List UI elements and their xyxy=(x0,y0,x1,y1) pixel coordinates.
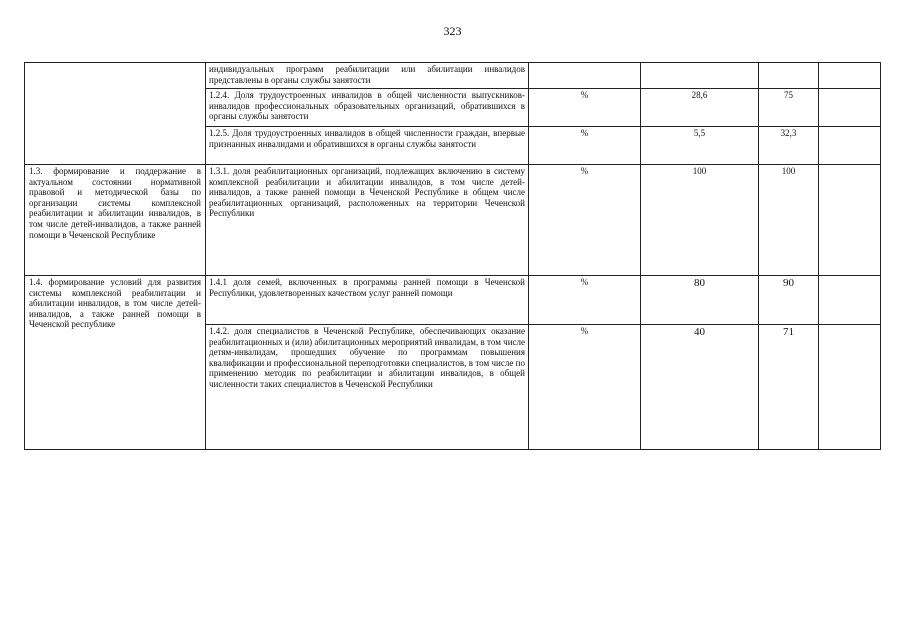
value-b-cell: 32,3 xyxy=(759,127,819,165)
value-a-cell: 28,6 xyxy=(641,89,759,127)
extra-cell xyxy=(819,89,881,127)
goal-cell: 1.3. формирование и поддержание в актуальном состоянии нормативной правовой и методической базы по организации системы комплексной реабилитации и абилитации инвалидов, в том числе детей-инвалидов, а также ранней помощи в Чеченской Республике xyxy=(25,165,206,276)
value-a-cell: 40 xyxy=(641,325,759,450)
value-b-cell xyxy=(759,63,819,89)
extra-cell xyxy=(819,127,881,165)
value-b-cell: 75 xyxy=(759,89,819,127)
indicators-table xyxy=(24,62,881,450)
indicator-cell: индивидуальных программ реабилитации или абилитации инвалидов представлены в органы службы занятости xyxy=(206,63,529,89)
goal-cell xyxy=(25,63,206,165)
extra-cell xyxy=(819,165,881,276)
unit-cell: % xyxy=(529,165,641,276)
page-number: 323 xyxy=(443,24,462,38)
unit-cell: % xyxy=(529,127,641,165)
goal-cell: 1.4. формирование условий для развития системы комплексной реабилитации и абилитации инвалидов, в том числе детей-инвалидов, а также ранней помощи в Чеченской республике xyxy=(25,276,206,450)
indicator-cell: 1.2.4. Доля трудоустроенных инвалидов в общей численности выпускников-инвалидов профессиональных образовательных организаций, обратившихся в органы службы занятости xyxy=(206,89,529,127)
unit-cell: % xyxy=(529,276,641,325)
unit-cell: % xyxy=(529,325,641,450)
indicator-cell: 1.3.1. доля реабилитационных организаций, подлежащих включению в систему комплексной реабилитации и абилитации инвалидов, в том числе детей-инвалидов, а также ранней помощи в Чеченской Республике в общем числе реабилитационных организаций, расположенных на территории Чеченской Республики xyxy=(206,165,529,276)
value-a-cell xyxy=(641,63,759,89)
value-a-cell: 5,5 xyxy=(641,127,759,165)
extra-cell xyxy=(819,276,881,325)
value-b-cell: 71 xyxy=(759,325,819,450)
table-row xyxy=(25,165,881,276)
unit-cell: % xyxy=(529,89,641,127)
table-row xyxy=(25,276,881,325)
value-a-cell: 80 xyxy=(641,276,759,325)
value-a-cell: 100 xyxy=(641,165,759,276)
indicator-cell: 1.4.1 доля семей, включенных в программы ранней помощи в Чеченской Республики, удовлетворенных качеством услуг ранней помощи xyxy=(206,276,529,325)
table-row xyxy=(25,63,881,89)
value-b-cell: 90 xyxy=(759,276,819,325)
extra-cell xyxy=(819,325,881,450)
value-b-cell: 100 xyxy=(759,165,819,276)
indicator-cell: 1.2.5. Доля трудоустроенных инвалидов в общей численности граждан, впервые признанных инвалидами и обратившихся в органы службы занятости xyxy=(206,127,529,165)
unit-cell xyxy=(529,63,641,89)
indicator-cell: 1.4.2. доля специалистов в Чеченской Республике, обеспечивающих оказание реабилитационных и (или) абилитационных мероприятий инвалидам, в том числе детям-инвалидам, прошедших обучение по программам повышения квалификации и профессиональной переподготовки специалистов, в том числе по применению методик по реабилитации и абилитации инвалидов, в общей численности таких специалистов в Чеченской Республики xyxy=(206,325,529,450)
extra-cell xyxy=(819,63,881,89)
